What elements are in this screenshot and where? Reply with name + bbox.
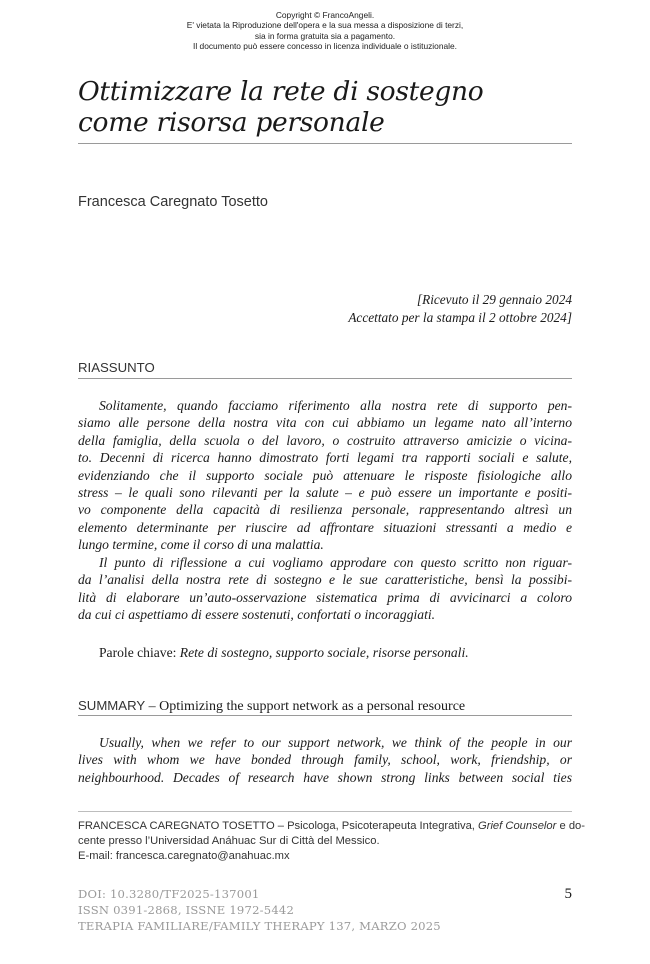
title-line: come risorsa personale [78,107,385,138]
title-divider [78,143,572,144]
summary-heading [78,698,465,715]
riassunto-heading: RIASSUNTO [78,360,155,375]
text-line: vo componente della capacità di resilienza personale, rappresentando altresì un [78,502,572,518]
title-line: Ottimizzare la rete di sostegno [78,76,484,107]
copyright-notice [0,10,650,52]
riassunto-divider [78,378,572,379]
publication-info [78,886,441,934]
keywords-label: Parole chiave: [99,645,180,660]
footnote-line: cente presso l’Universidad Anáhuac Sur di Città del Messico. [78,835,380,847]
text-line: neighbourhood. Decades of research have shown strong links between social ties [78,769,572,785]
copyright-line: sia in forma gratuita sia a pagamento. [254,30,396,41]
copyright-line: Il documento può essere concesso in licenza individuale o istituzionale. [193,41,457,52]
text-line: lives with whom we have bonded through family, school, work, friendship, or [78,752,572,768]
text-line: Solitamente, quando facciamo riferimento alla nostra rete di supporto pen- [99,398,572,413]
text-line: della famiglia, della scuola o del lavoro, o costruito attraverso amicizie o vicina- [78,432,572,448]
author-footnote [78,819,585,864]
issn: ISSN 0391-2868, ISSNE 1972-5442 [78,903,295,917]
copyright-line: E' vietata la Riproduzione dell'opera e la sua messa a disposizione di terzi, [186,20,464,31]
accepted-date: Accettato per la stampa il 2 ottobre 2024] [348,310,572,325]
article-title [78,76,578,138]
keywords-list: Rete di sostegno, supporto sociale, risorse personali. [179,645,469,660]
author-name: Francesca Caregnato Tosetto [78,194,268,210]
text-line: Usually, when we refer to our support network, we think of the people in our [99,735,572,750]
text-line: lità di elaborare un’auto-osservazione sistematica prima di avvicinarci a coloro [78,589,572,605]
text-line: evidenziando che il supporto sociale può attenuare le risposte fisiologiche allo [78,467,572,483]
riassunto-paragraph-2 [78,554,572,624]
keywords [99,645,469,661]
riassunto-paragraph-1 [78,397,572,554]
summary-divider [78,715,572,716]
journal-issue: TERAPIA FAMILIARE/FAMILY THERAPY 137, MARZO 2025 [78,919,441,933]
text-line: elemento determinante per riuscire ad affrontare situazioni stressanti a medio e [78,519,572,535]
summary-paragraph [78,734,572,786]
text-line: lungo termine, come il corso di una malattia. [78,537,324,553]
received-date: [Ricevuto il 29 gennaio 2024 [416,292,572,307]
footnote-line [78,819,585,834]
text-line: to. Decenni di ricerca hanno dimostrato forti legami tra rapporti sociali e salute, [78,450,572,466]
copyright-line: Copyright © FrancoAngeli. [275,10,375,20]
footnote-email: E-mail: francesca.caregnato@anahuac.mx [78,850,290,862]
footnote-italic: Grief Counselor [478,820,557,832]
footnote-text: e do- [556,820,585,832]
summary-label: SUMMARY [78,698,146,713]
text-line: stress – le quali sono rilevanti per la salute – e può essere un importante e positi- [78,484,572,500]
footnote-divider [78,811,572,812]
doi: DOI: 10.3280/TF2025-137001 [78,887,260,901]
text-line: siamo alle persone della nostra vita con cui abbiamo un legame nato all’interno [78,415,572,431]
footnote-text: FRANCESCA CAREGNATO TOSETTO – Psicologa, Psicoterapeuta Integrativa, [78,820,479,832]
summary-subtitle: – Optimizing the support network as a personal resource [145,699,466,714]
text-line: da l’analisi della nostra rete di sostegno e le sue caratteristiche, bensì la possibi- [78,572,572,588]
text-line: da cui ci aspettiamo di essere sostenuti, confortati o incoraggiati. [78,607,436,623]
page-number: 5 [564,886,572,902]
text-line: Il punto di riflessione a cui vogliamo approdare con questo scritto non riguar- [99,555,572,570]
received-dates [348,291,572,327]
